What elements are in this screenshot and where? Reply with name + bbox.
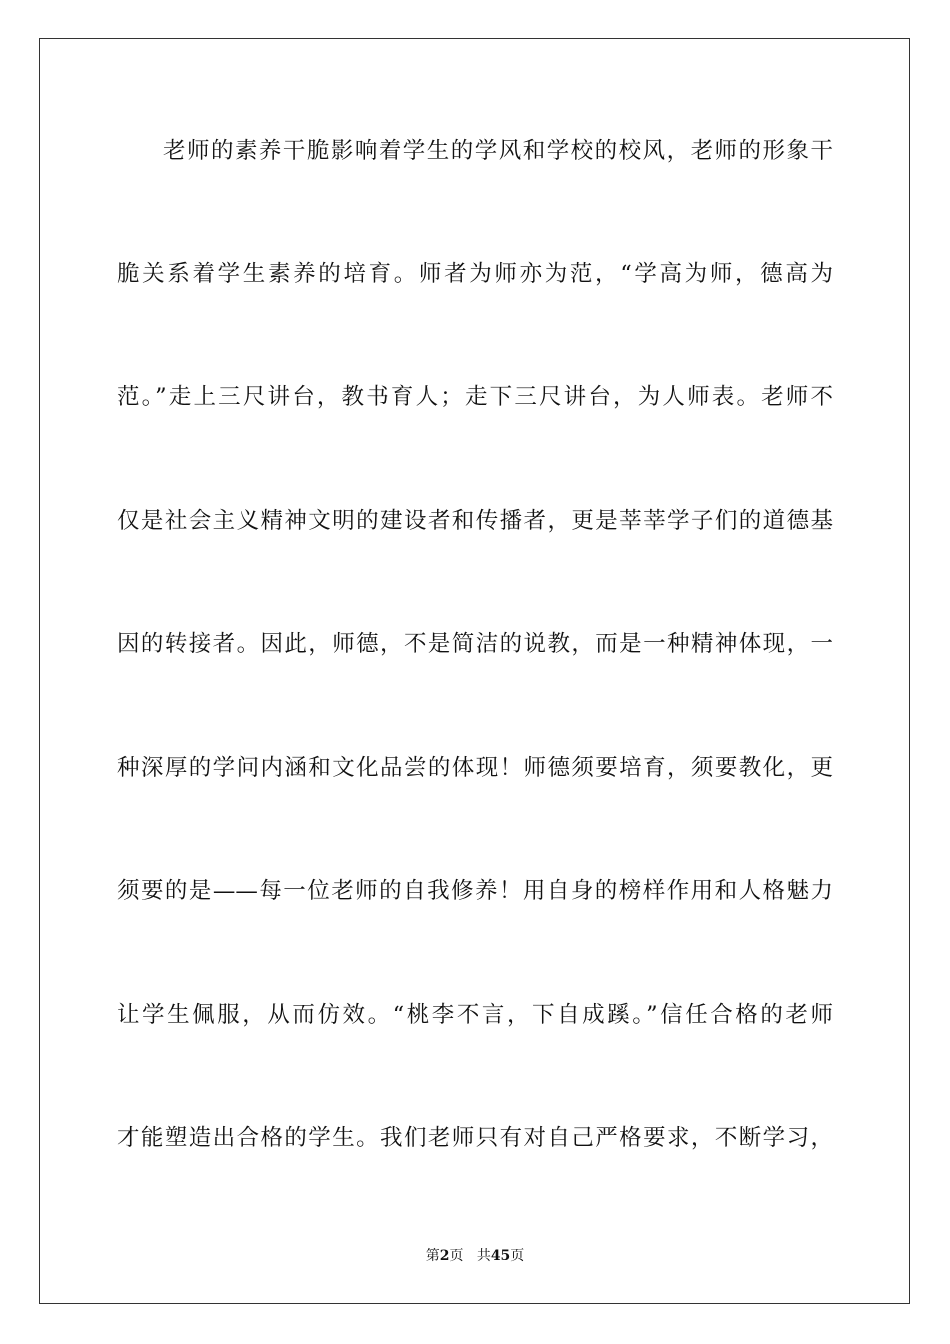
text-line-7: 须要的是——每一位老师的自我修养！用自身的榜样作用和人格魅力: [117, 878, 833, 904]
text-line-9: 才能塑造出合格的学生。我们老师只有对自己严格要求，不断学习，: [117, 1125, 833, 1151]
footer-total-suffix: 页: [510, 1248, 525, 1264]
text-line-4: 仅是社会主义精神文明的建设者和传播者，更是莘莘学子们的道德基: [117, 508, 833, 534]
footer-page-suffix: 页: [449, 1248, 464, 1264]
page-border: [39, 38, 910, 1304]
footer-total-prefix: 共: [476, 1248, 491, 1264]
text-line-1: 老师的素养干脆影响着学生的学风和学校的校风，老师的形象干: [163, 138, 833, 164]
footer-total-pages: 45: [490, 1248, 511, 1264]
text-line-2: 脆关系着学生素养的培育。师者为师亦为范，“学高为师，德高为: [117, 261, 833, 287]
page-footer: [0, 1246, 950, 1266]
text-line-5: 因的转接者。因此，师德，不是简洁的说教，而是一种精神体现，一: [117, 631, 833, 657]
text-line-3: 范。”走上三尺讲台，教书育人；走下三尺讲台，为人师表。老师不: [117, 384, 833, 410]
footer-prefix: 第: [425, 1248, 440, 1264]
footer-current-page: 2: [439, 1248, 450, 1264]
text-line-8: 让学生佩服，从而仿效。“桃李不言，下自成蹊。”信任合格的老师: [117, 1002, 833, 1028]
text-line-6: 种深厚的学问内涵和文化品尝的体现！师德须要培育，须要教化，更: [117, 755, 833, 781]
